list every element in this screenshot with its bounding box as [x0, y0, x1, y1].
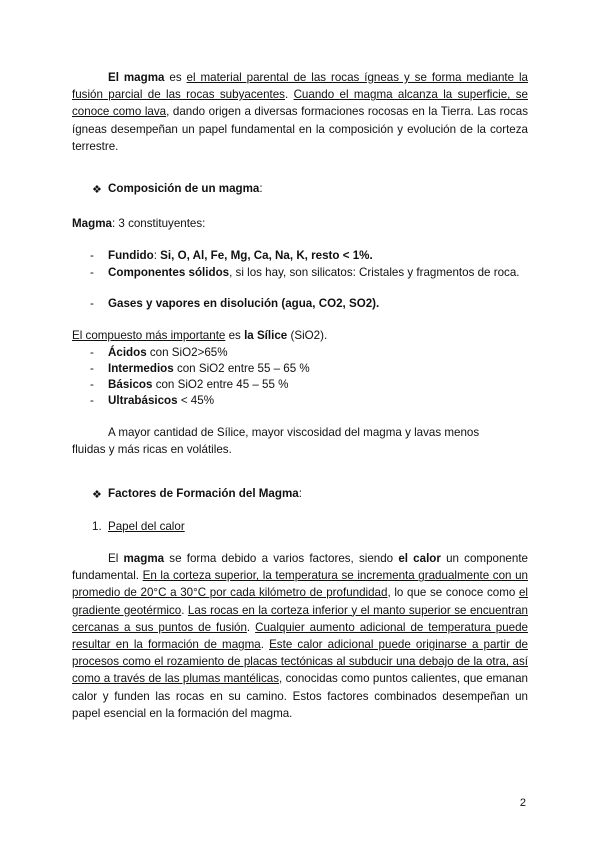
intro-text-2: . [284, 88, 294, 102]
heat-bold-2: el calor [398, 552, 441, 565]
heat-underline-3: Las rocas en la corteza inferior y el manto superior se encuentran cercanas a sus puntos de fusión [72, 603, 528, 634]
intro-text-1: es [164, 71, 187, 84]
list-dash: - [90, 346, 94, 359]
factor1-label: Papel del calor [108, 520, 185, 533]
list-plain: : [153, 249, 161, 262]
heat-underline-5: Este calor adicional puede originarse a partir de procesos como el rozamiento de placas tectónicas al subducir una debajo de la otra, así como a través de las plumas mantélicas [72, 638, 528, 686]
heat-text-4: . [181, 603, 188, 617]
heat-underline-4: Cualquier aumento adicional de temperatura puede resultar en la formación de magma [72, 620, 528, 652]
list-bold-2: Si, O, Al, Fe, Mg, Ca, Na, K, resto < 1%. [160, 249, 373, 262]
list-plain: con SiO2 entre 55 – 65 % [173, 362, 310, 375]
list-plain: < 45% [177, 394, 215, 407]
intro-text-3: , dando origen a diversas formaciones rocosas en la Tierra. Las rocas ígneas desempeñan un papel fundamental en la composición y evolución de la corteza terrestre. [72, 105, 528, 153]
list-text [108, 393, 528, 410]
silice-text-2: (SiO2). [287, 329, 328, 342]
heat-text-1: se forma debido a varios factores, siendo [164, 552, 399, 565]
intro-paragraph [72, 69, 528, 155]
viscosity-paragraph: A mayor cantidad de Sílice, mayor viscosidad del magma y lavas menos fluidas y más ricas en volátiles. [72, 426, 480, 457]
section1-colon: : [259, 182, 263, 195]
section2-heading [108, 487, 302, 500]
list-text [108, 345, 528, 362]
magma-label: Magma [72, 217, 112, 230]
section2-colon: : [298, 487, 302, 500]
list-text [108, 296, 528, 313]
section1-heading [108, 182, 263, 195]
list-dash: - [90, 378, 94, 391]
heat-text-3: , lo que se conoce como [387, 586, 519, 600]
list-bold: Ultrabásicos [108, 394, 178, 407]
silice-bold: la Sílice [244, 329, 288, 342]
page-number: 2 [519, 797, 526, 809]
list-dash: - [90, 266, 94, 279]
magma-rest: : 3 constituyentes: [111, 217, 206, 230]
section2-bullet-icon: ❖ [92, 489, 102, 501]
list-bold: Fundido [108, 249, 154, 262]
intro-lead: El magma [108, 71, 165, 84]
list-dash: - [90, 297, 94, 310]
list-dash: - [90, 394, 94, 407]
heat-text-5: . [246, 620, 256, 634]
heat-paragraph [72, 550, 528, 722]
list-dash: - [90, 362, 94, 375]
list-plain: , si los hay, son silicatos: Cristales y fragmentos de roca. [229, 266, 520, 279]
heat-text-6: . [260, 638, 270, 652]
silice-text: es [225, 329, 245, 342]
section2-title: Factores de Formación del Magma [108, 487, 299, 500]
intro-underline-2: Cuando el magma alcanza la superficie, se conoce como lava [72, 88, 528, 119]
factor1-number: 1. [92, 520, 102, 533]
list-bold: Intermedios [108, 362, 174, 375]
silice-line [72, 327, 528, 344]
magma-line [72, 215, 528, 232]
silice-underline: El compuesto más importante [72, 329, 226, 342]
heat-bold-1: magma [123, 552, 165, 565]
heat-underline-1: En la corteza superior, la temperatura se incrementa gradualmente con un promedio de 20°C a 30°C por cada kilómetro de profundidad [72, 569, 528, 600]
section1-bullet-icon: ❖ [92, 184, 102, 196]
list-text [108, 248, 528, 265]
intro-underline-1: el material parental de las rocas ígneas y se forma mediante la fusión parcial de las rocas subyacentes [72, 71, 529, 102]
list-bold: Básicos [108, 378, 153, 391]
list-plain: con SiO2 entre 45 – 55 % [152, 378, 289, 391]
list-bold: Gases y vapores en disolución (agua, CO2, SO2). [108, 297, 380, 310]
heat-text-2: un componente fundamental. [72, 552, 528, 583]
list-bold: Ácidos [108, 346, 147, 359]
list-text [108, 265, 528, 282]
section1-title: Composición de un magma [108, 182, 260, 195]
heat-text-0: El [108, 552, 124, 565]
list-text [108, 377, 528, 394]
list-bold: Componentes sólidos [108, 266, 230, 279]
heat-underline-2: el gradiente geotérmico [72, 586, 528, 617]
list-text [108, 361, 528, 378]
list-dash: - [90, 249, 94, 262]
heat-text-7: , conocidas como puntos calientes, que emanan calor y funden las rocas en su camino. Estos factores combinados desempeñan un papel esencial en la formación del magma. [72, 672, 528, 720]
list-plain: con SiO2>65% [146, 346, 228, 359]
